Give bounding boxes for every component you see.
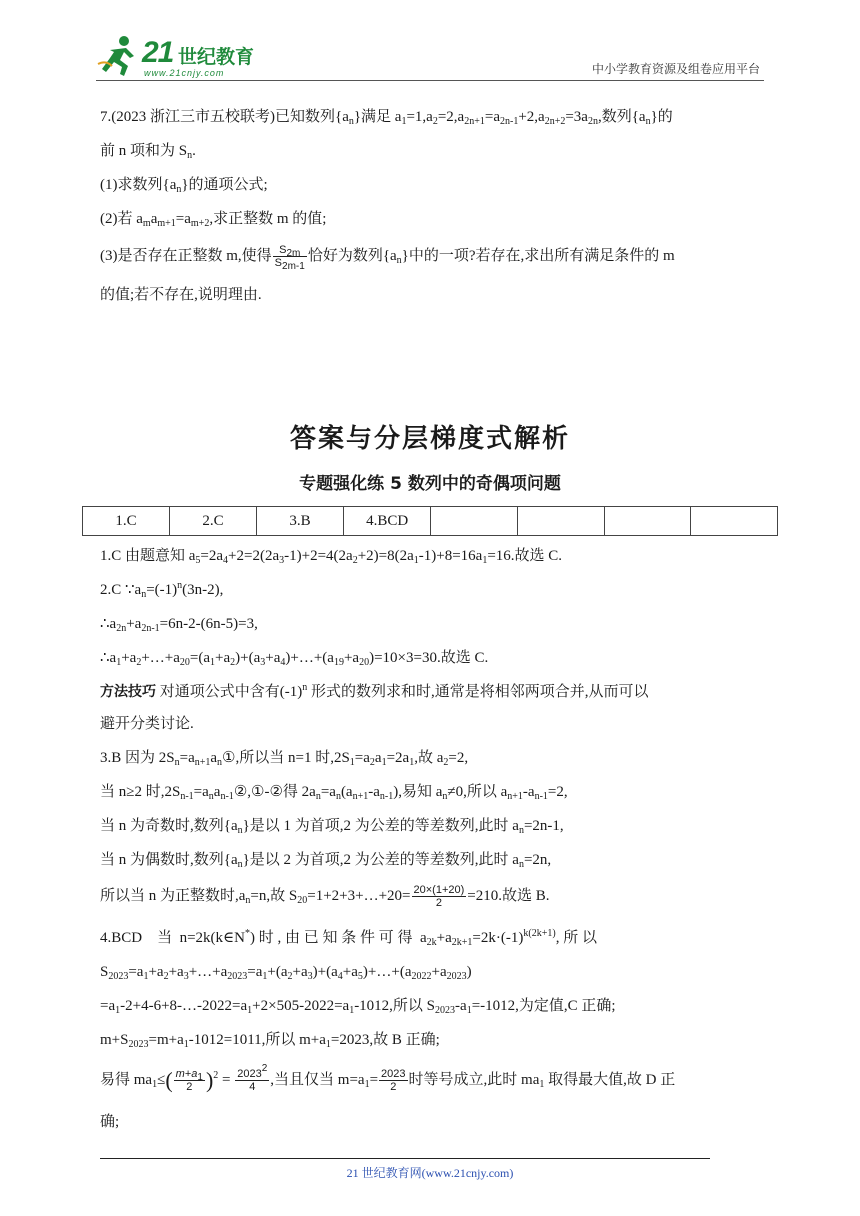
footer-divider: [100, 1158, 710, 1159]
table-cell: 3.B: [256, 507, 343, 536]
table-row: [83, 507, 778, 536]
solution-1: 1.C 由题意知 $a_5=2a_4+2=2(2a_3-1)+2=4(2a_2+2)=8(2a_1-1)+8=16a_1=16$.故选 C.: [100, 548, 563, 566]
q7-part1: (1)求数列$\{a_n\}$的通项公式;: [100, 177, 268, 195]
solution-4: 4.BCD 当 n=2k(k∈N*) 时 , 由 已 知 条 件 可 得 $a_{2k}+a_{2k+1}=2k\cdot(-1)^{k(2k+1)}$, 所 以: [100, 928, 597, 948]
solution-3b: 当 n≥2 时$,2S_{n-1}=a_na_{n-1}②,①-②$得 $2a_n=a_n(a_{n+1}-a_{n-1})$,易知 $a_n\ne 0$,所以 $a_{n+1}-a_{n-1}=2$,: [100, 784, 568, 802]
table-cell: [517, 507, 604, 536]
solution-2: 2.C $\because a_n=(-1)^n(3n-2)$,: [100, 580, 224, 600]
table-cell: [691, 507, 778, 536]
runner-icon: [96, 34, 144, 78]
logo-text: 世纪教育: [178, 46, 255, 68]
q7-part3-line2: 的值;若不存在,说明理由.: [100, 287, 262, 303]
solution-4c: $=a_1-2+4-6+8-\dots-2022=a_1+2\times 505-2022=a_1-1012$,所以 $S_{2023}-a_1=-1012$,为定值,C 正确;: [100, 998, 616, 1016]
solution-3c: 当 n 为奇数时,数列$\{a_n\}$是以 1 为首项,2 为公差的等差数列,此时 $a_n=2n-1$,: [100, 818, 564, 836]
table-cell: 1.C: [83, 507, 170, 536]
solution-4d: $m+S_{2023}=m+a_1-1012=1011$,所以 $m+a_1=2023$,故 B 正确;: [100, 1032, 440, 1050]
table-cell: 2.C: [169, 507, 256, 536]
table-cell: [604, 507, 691, 536]
logo-number: 21: [142, 36, 174, 69]
solution-2b: $\therefore a_{2n}+a_{2n-1}=6n-2-(6n-5)=3$,: [100, 616, 258, 634]
q7-line1: 7.(2023 浙江三市五校联考)已知数列$\{a_n\}$满足 $a_1=1,a_2=2,a_{2n+1}=a_{2n-1}+2,a_{2n+2}=3a_{2n}$,数列$\{a_n\}$的: [100, 109, 673, 127]
q7-line2: 前 n 项和为 $S_n$.: [100, 143, 196, 161]
solution-4e: 易得 $ma_1\le$( $\frac{m+a_1}{2}$ )$^2$ = $\frac{2023^2}{4}$ ,当且仅当 $m=a_1=$ $\frac{2023}{2}$ 时等号成立,此时 $ma_1$ 取得最大值,故 D 正: [100, 1063, 676, 1093]
site-logo: [96, 34, 256, 82]
footer-link[interactable]: 21 世纪教育网(www.21cnjy.com): [346, 1166, 514, 1180]
platform-label: 中小学教育资源及组卷应用平台: [591, 62, 760, 76]
solution-2c: $\therefore a_1+a_2+\dots+a_{20}=(a_1+a_2)+(a_3+a_4)+\dots+(a_{19}+a_{20})=10\times 3=30$.故选 C.: [100, 650, 489, 668]
solution-3: 3.B 因为 $2S_n=a_{n+1}a_n①$,所以当 n=1 时$,2S_1=a_2a_1=2a_1$,故 $a_2=2$,: [100, 750, 469, 768]
q7-part3: (3)是否存在正整数 m,使得 $\frac{S_{2m}}{S_{2m-1}}$ 恰好为数列$\{a_n\}$中的一项?若存在,求出所有满足条件的 m: [100, 244, 675, 272]
solution-3e: 所以当 n 为正整数时$,a_n=n$,故 $S_{20}=1+2+3+\dots+20=$ $\frac{20\times(1+20)}{2}$ =210.故选 B.: [100, 884, 550, 909]
table-cell: [431, 507, 518, 536]
answer-title: 答案与分层梯度式解析: [289, 424, 570, 454]
solution-3d: 当 n 为偶数时,数列$\{a_n\}$是以 2 为首项,2 为公差的等差数列,此时 $a_n=2n$,: [100, 852, 552, 870]
solution-4f: 确;: [100, 1114, 120, 1130]
header-divider: [96, 80, 764, 81]
method-tip: 方法技巧 对通项公式中含有$(-1)^n$ 形式的数列求和时,通常是将相邻两项合并,从而可以: [100, 682, 649, 700]
answer-table: [82, 506, 778, 536]
answer-subtitle: 专题强化练 5 数列中的奇偶项问题: [299, 474, 561, 494]
method-tip-line2: 避开分类讨论.: [100, 716, 194, 732]
logo-url: www.21cnjy.com: [144, 68, 225, 78]
solution-4b: $S_{2023}=a_1+a_2+a_3+\dots+a_{2023}=a_1+(a_2+a_3)+(a_4+a_5)+\dots+(a_{2022}+a_{2023})$: [100, 964, 472, 982]
table-cell: 4.BCD: [343, 507, 430, 536]
q7-part2: (2)若 $a_ma_{m+1}=a_{m+2}$,求正整数 m 的值;: [100, 211, 327, 229]
